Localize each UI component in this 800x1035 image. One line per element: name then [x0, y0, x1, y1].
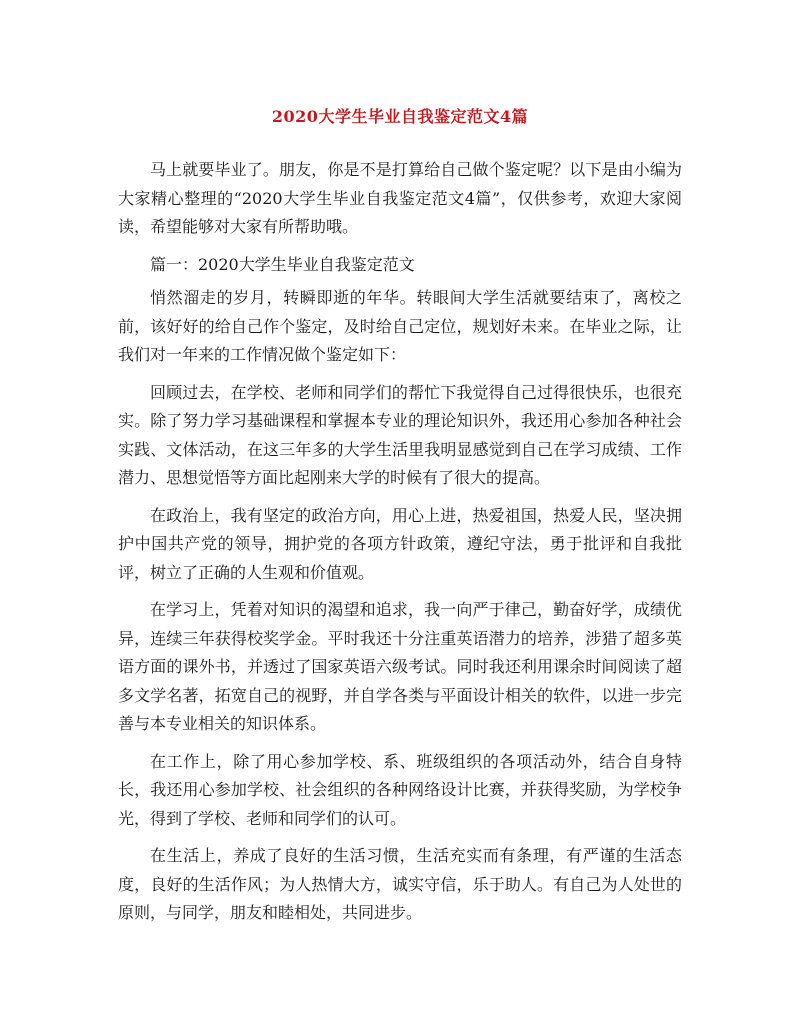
document-title: 2020大学生毕业自我鉴定范文4篇	[271, 107, 529, 126]
body-paragraph: 在生活上，养成了良好的生活习惯，生活充实而有条理，有严谨的生活态度，良好的生活作风；为人热情大方，诚实守信，乐于助人。有自己为人处世的原则，与同学，朋友和睦相处，共同进步。	[118, 846, 682, 922]
body-paragraph: 在工作上，除了用心参加学校、系、班级组织的各项活动外，结合自身特长，我还用心参加学校、社会组织的各种网络设计比赛，并获得奖励，为学校争光，得到了学校、老师和同学们的认可。	[118, 751, 682, 828]
intro-paragraph: 马上就要毕业了。朋友，你是不是打算给自己做个鉴定呢？以下是由小编为大家精心整理的“2020大学生毕业自我鉴定范文4篇”，仅供参考，欢迎大家阅读，希望能够对大家有所帮助哦。	[118, 160, 682, 236]
section-heading: 篇一：2020大学生毕业自我鉴定范文	[150, 254, 415, 274]
body-paragraph: 在学习上，凭着对知识的渴望和追求，我一向严于律己，勤奋好学，成绩优异，连续三年获得校奖学金。平时我还十分注重英语潜力的培养，涉猎了超多英语方面的课外书，并透过了国家英语六级考试。同时我还利用课余时间阅读了超多文学名著，拓宽自己的视野，并自学各类与平面设计相关的软件，以进一步完善与本专业相关的知识体系。	[118, 600, 682, 733]
body-paragraph: 在政治上，我有坚定的政治方向，用心上进，热爱祖国，热爱人民，坚决拥护中国共产党的领导，拥护党的各项方针政策，遵纪守法，勇于批评和自我批评，树立了正确的人生观和价值观。	[118, 505, 682, 582]
document-body	[118, 156, 682, 937]
body-paragraph: 悄然溜走的岁月，转瞬即逝的年华。转眼间大学生活就要结束了，离校之前，该好好的给自己作个鉴定，及时给自己定位，规划好未来。在毕业之际，让我们对一年来的工作情况做个鉴定如下：	[118, 288, 682, 364]
body-paragraph: 回顾过去，在学校、老师和同学们的帮忙下我觉得自己过得很快乐，也很充实。除了努力学习基础课程和掌握本专业的理论知识外，我还用心参加各种社会实践、文体活动，在这三年多的大学生活里我明显感觉到自己在学习成绩、工作潜力、思想觉悟等方面比起刚来大学的时候有了很大的提高。	[118, 382, 682, 487]
